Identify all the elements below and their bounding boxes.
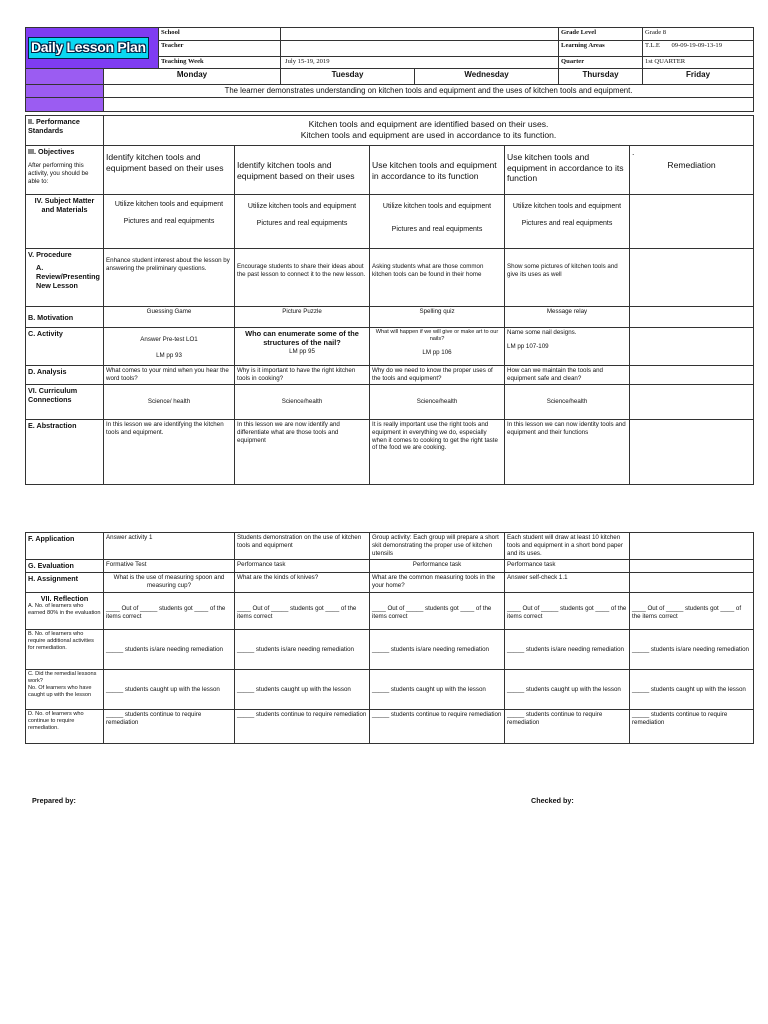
procedure-tuesday: Encourage students to share their ideas about the past lesson to connect it to the new lesson. — [235, 249, 370, 307]
procedure-monday: Enhance student interest about the lesson by answering the preliminary questions. — [104, 249, 235, 307]
subject-matter-label: IV. Subject Matter and Materials — [26, 195, 104, 249]
reflection-label: VII. Reflection — [40, 594, 89, 603]
content-standards: The learner demonstrates understanding on kitchen tools and equipment and the uses of kitchen tools and equipment. — [104, 85, 754, 98]
learning-areas-value: T.L.E 09-09-19-09-13-19 — [643, 41, 754, 57]
objectives-label: III. Objectives After performing this activity, you should be able to: — [26, 146, 104, 195]
reflection-b-wednesday: _____ students is/are needing remediation — [370, 630, 505, 670]
day-tuesday: Tuesday — [281, 69, 415, 85]
reflection-d-thursday: _____ students continue to require remediation — [505, 710, 630, 744]
application-monday: Answer activity 1 — [104, 533, 235, 560]
abstraction-thursday: In this lesson we can now identity tools and equipment and their functions — [505, 420, 630, 485]
performance-standards-label: II. Performance Standards — [26, 116, 104, 146]
procedure-label: V. Procedure A. Review/Presenting New Lesson — [26, 249, 104, 307]
procedure-wednesday: Asking students what are those common kitchen tools can be found in their home — [370, 249, 505, 307]
reflection-a-thursday: ____ Out of _____ students got ____ of the items correct — [505, 593, 630, 630]
procedure-friday — [630, 249, 754, 307]
teaching-week-label: Teaching Week — [159, 57, 281, 69]
abstraction-tuesday: In this lesson we are now identify and differentiate what are those tools and equipment — [235, 420, 370, 485]
analysis-friday — [630, 366, 754, 385]
evaluation-thursday: Performance task — [505, 560, 630, 573]
reflection-c-thursday: _____ students caught up with the lesson — [505, 670, 630, 710]
application-label: F. Application — [26, 533, 104, 560]
reflection-c-tuesday: _____ students caught up with the lesson — [235, 670, 370, 710]
teacher-label: Teacher — [159, 41, 281, 57]
subject-matter-thursday: Utilize kitchen tools and equipment Pictures and real equipments — [505, 195, 630, 249]
performance-standards-line2: Kitchen tools and equipment are used in accordance to its function. — [300, 129, 557, 140]
content-standards-spacer — [26, 97, 104, 111]
application-wednesday: Group activity: Each group will prepare a short skit demonstrating the proper use of kitchen utensils — [370, 533, 505, 560]
curriculum-friday — [630, 385, 754, 420]
reflection-b-label: B. No. of learners who require additional activities for remediation. — [26, 630, 104, 670]
analysis-monday: What comes to your mind when you hear the word tools? — [104, 366, 235, 385]
subject-matter-friday — [630, 195, 754, 249]
subject-matter-monday: Utilize kitchen tools and equipment Pictures and real equipments — [104, 195, 235, 249]
day-header-blank — [26, 69, 104, 85]
grade-level-label: Grade Level — [559, 28, 643, 41]
reflection-b-tuesday: _____ students is/are needing remediation — [235, 630, 370, 670]
assignment-friday — [630, 573, 754, 593]
subject-matter-tuesday: Utilize kitchen tools and equipment Pictures and real equipments — [235, 195, 370, 249]
objective-tuesday: Identify kitchen tools and equipment based on their uses — [235, 146, 370, 195]
lesson-plan-table-top — [25, 27, 754, 112]
activity-label: C. Activity — [26, 328, 104, 366]
application-thursday: Each student will draw at least 10 kitchen tools and equipment in a short bond paper and its uses. — [505, 533, 630, 560]
curriculum-monday: Science/ health — [104, 385, 235, 420]
motivation-tuesday: Picture Puzzle — [235, 307, 370, 328]
logo — [26, 28, 159, 69]
curriculum-tuesday: Science/health — [235, 385, 370, 420]
reflection-c-friday: _____ students caught up with the lesson — [630, 670, 754, 710]
teacher-value — [281, 41, 559, 57]
evaluation-tuesday: Performance task — [235, 560, 370, 573]
lesson-plan-table-main — [25, 115, 754, 485]
objective-monday: Identify kitchen tools and equipment based on their uses — [104, 146, 235, 195]
activity-tuesday: Who can enumerate some of the structures of the nail? LM pp 95 — [235, 328, 370, 366]
objective-wednesday: Use kitchen tools and equipment in accordance to its function — [370, 146, 505, 195]
analysis-wednesday: Why do we need to know the proper uses of the tools and equipment? — [370, 366, 505, 385]
content-standards-blank — [104, 97, 754, 111]
application-tuesday: Students demonstration on the use of kitchen tools and equipment — [235, 533, 370, 560]
reflection-a-wednesday: ____ Out of _____ students got ____ of the items correct — [370, 593, 505, 630]
reflection-c-wednesday: _____ students caught up with the lesson — [370, 670, 505, 710]
abstraction-friday — [630, 420, 754, 485]
reflection-c-label: C. Did the remedial lessons work? No. Of learners who have caught up with the lesson — [26, 670, 104, 710]
grade-level-value: Grade 8 — [643, 28, 754, 41]
motivation-friday — [630, 307, 754, 328]
evaluation-friday — [630, 560, 754, 573]
teaching-week-value: July 15-19, 2019 — [281, 57, 559, 69]
curriculum-thursday: Science/health — [505, 385, 630, 420]
procedure-sub-label: A. Review/Presenting New Lesson — [36, 263, 100, 290]
activity-wednesday: What will happen if we will give or make art to our nails? LM pp 106 — [370, 328, 505, 366]
abstraction-label: E. Abstraction — [26, 420, 104, 485]
quarter-label: Quarter — [559, 57, 643, 69]
objective-friday: . Remediation — [630, 146, 754, 195]
subject-matter-wednesday: Utilize kitchen tools and equipment Pictures and real equipments — [370, 195, 505, 249]
reflection-a-monday: ____ Out of _____ students got ____ of the items correct — [104, 593, 235, 630]
application-friday — [630, 533, 754, 560]
assignment-label: H. Assignment — [26, 573, 104, 593]
curriculum-wednesday: Science/health — [370, 385, 505, 420]
reflection-b-friday: _____ students is/are needing remediation — [630, 630, 754, 670]
reflection-c-monday: _____ students caught up with the lesson — [104, 670, 235, 710]
abstraction-monday: In this lesson we are identifying the kitchen tools and equipment. — [104, 420, 235, 485]
reflection-a-label: VII. Reflection A. No. of learners who earned 80% in the evaluation — [26, 593, 104, 630]
activity-thursday: Name some nail designs. LM pp 107-109 — [505, 328, 630, 366]
evaluation-label: G. Evaluation — [26, 560, 104, 573]
school-value — [281, 28, 559, 41]
objectives-sub: After performing this activity, you should be able to: — [28, 162, 89, 185]
reflection-a-tuesday: ____ Out of _____ students got ____ of the items correct — [235, 593, 370, 630]
motivation-wednesday: Spelling quiz — [370, 307, 505, 328]
logo-text: Daily Lesson Plan — [28, 37, 149, 59]
reflection-a-friday: ____ Out of _____ students got ____ of the items correct — [630, 593, 754, 630]
day-monday: Monday — [104, 69, 281, 85]
performance-standards-line1: Kitchen tools and equipment are identified based on their uses. — [308, 119, 549, 129]
analysis-label: D. Analysis — [26, 366, 104, 385]
abstraction-wednesday: It is really important use the right tools and equipment in everything we do, especially when it comes to cooking to get the right taste of the food we are cooking. — [370, 420, 505, 485]
assignment-wednesday: What are the common measuring tools in the your home? — [370, 573, 505, 593]
objective-friday-dot: . — [632, 147, 635, 157]
activity-monday: Answer Pre-test LO1 LM pp 93 — [104, 328, 235, 366]
objective-thursday: Use kitchen tools and equipment in accordance to its function — [505, 146, 630, 195]
motivation-thursday: Message relay — [505, 307, 630, 328]
procedure-thursday: Show some pictures of kitchen tools and give its uses as well — [505, 249, 630, 307]
motivation-label: B. Motivation — [26, 307, 104, 328]
quarter-value: 1st QUARTER — [643, 57, 754, 69]
reflection-d-tuesday: _____ students continue to require remediation — [235, 710, 370, 744]
analysis-thursday: How can we maintain the tools and equipment safe and clean? — [505, 366, 630, 385]
learning-areas-label: Learning Areas — [559, 41, 643, 57]
day-friday: Friday — [643, 69, 754, 85]
reflection-b-thursday: _____ students is/are needing remediation — [505, 630, 630, 670]
evaluation-monday: Formative Test — [104, 560, 235, 573]
evaluation-wednesday: Performance task — [370, 560, 505, 573]
prepared-by-label: Prepared by: — [32, 796, 76, 805]
curriculum-label: VI. Curriculum Connections — [26, 385, 104, 420]
day-thursday: Thursday — [559, 69, 643, 85]
assignment-tuesday: What are the kinds of knives? — [235, 573, 370, 593]
school-label: School — [159, 28, 281, 41]
assignment-thursday: Answer self-check 1.1 — [505, 573, 630, 593]
assignment-monday: What is the use of measuring spoon and measuring cup? — [104, 573, 235, 593]
reflection-d-monday: _____ students continue to require remediation — [104, 710, 235, 744]
reflection-b-monday: _____ students is/are needing remediation — [104, 630, 235, 670]
motivation-monday: Guessing Game — [104, 307, 235, 328]
reflection-d-wednesday: _____ students continue to require remediation — [370, 710, 505, 744]
activity-friday — [630, 328, 754, 366]
reflection-d-label: D. No. of learners who continue to require remediation. — [26, 710, 104, 744]
analysis-tuesday: Why is it important to have the right kitchen tools in cooking? — [235, 366, 370, 385]
performance-standards — [104, 116, 754, 146]
lesson-plan-table-second — [25, 532, 754, 744]
reflection-d-friday: _____ students continue to require remediation — [630, 710, 754, 744]
day-wednesday: Wednesday — [415, 69, 559, 85]
content-standards-label — [26, 85, 104, 98]
checked-by-label: Checked by: — [531, 796, 574, 805]
